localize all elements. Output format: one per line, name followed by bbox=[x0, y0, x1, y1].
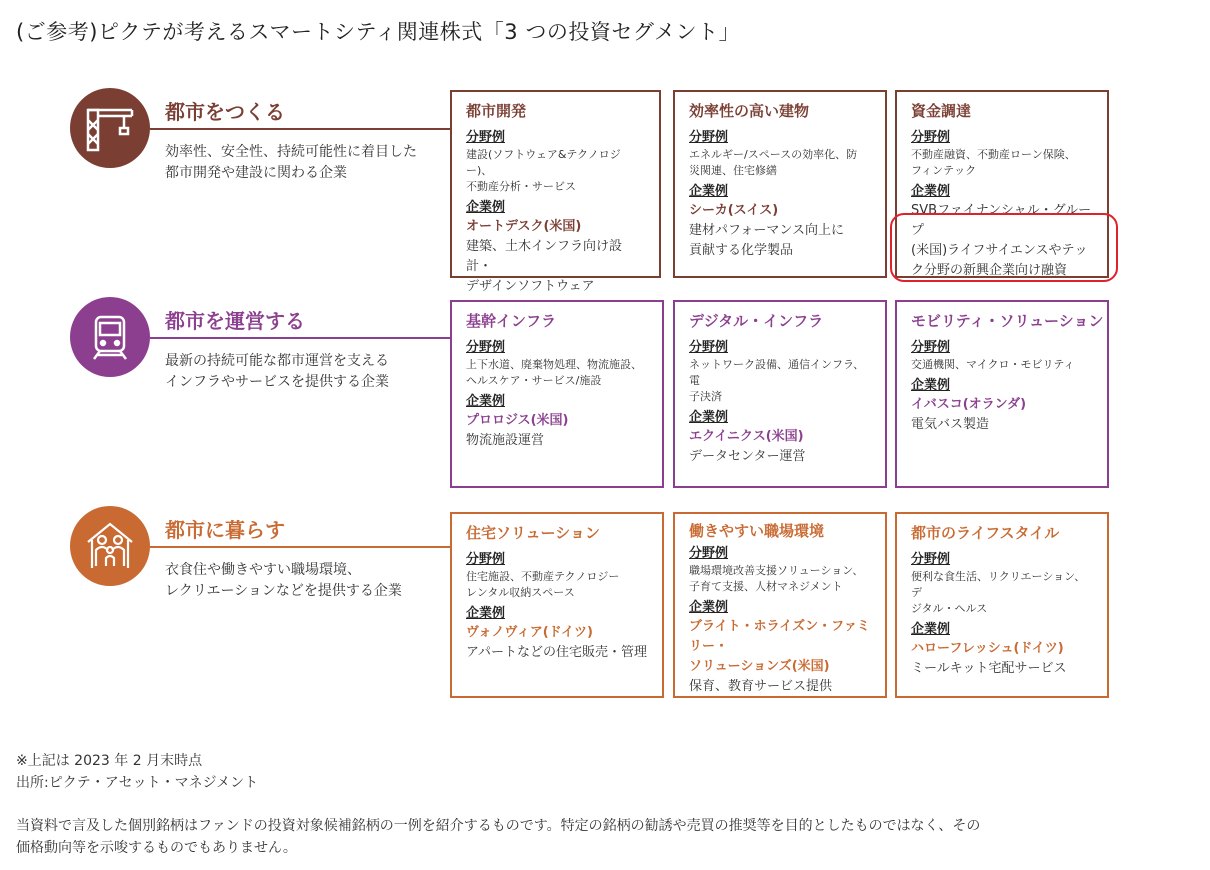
field-examples bbox=[466, 357, 650, 389]
segment-description bbox=[165, 560, 402, 602]
footnote-source: 出所:ピクテ・アセット・マネジメント bbox=[16, 775, 259, 791]
card-core-infrastructure bbox=[450, 300, 664, 488]
field-label: 分野例 bbox=[911, 552, 951, 567]
card-digital-infrastructure bbox=[673, 300, 887, 488]
field-examples bbox=[689, 357, 873, 405]
company-label: 企業例 bbox=[689, 184, 729, 199]
card-workplace-environment bbox=[673, 512, 887, 698]
company-name: プロロジス(米国) bbox=[466, 413, 569, 428]
field-line: 便利な食生活、リクリエーション、デ bbox=[911, 570, 1086, 599]
field-label: 分野例 bbox=[911, 340, 951, 355]
field-examples bbox=[689, 563, 873, 595]
card-title: 都市のライフスタイル bbox=[911, 524, 1060, 542]
field-examples bbox=[911, 357, 1095, 373]
company-name: ブライト・ホライズン・ファミリー・ bbox=[689, 619, 870, 654]
field-label: 分野例 bbox=[689, 130, 729, 145]
field-label: 分野例 bbox=[466, 130, 506, 145]
field-line: 不動産分析・サービス bbox=[466, 180, 576, 193]
disclaimer-line: 価格動向等を示唆するものでもありません。 bbox=[16, 840, 297, 856]
company-name: ヴォノヴィア(ドイツ) bbox=[466, 625, 593, 640]
field-line: 建設(ソフトウェア&テクノロジー)、 bbox=[466, 148, 621, 177]
field-line: ネットワーク設備、通信インフラ、電 bbox=[689, 358, 865, 387]
field-examples bbox=[911, 147, 1095, 179]
company-label: 企業例 bbox=[911, 184, 951, 199]
card-title: モビリティ・ソリューション bbox=[911, 312, 1104, 330]
company-desc: 建材パフォーマンス向上に bbox=[689, 223, 844, 238]
field-line: 災関連、住宅修繕 bbox=[689, 164, 777, 177]
field-label: 分野例 bbox=[689, 340, 729, 355]
field-line: 子育て支援、人材マネジメント bbox=[689, 580, 843, 593]
crane-icon bbox=[70, 88, 150, 168]
page-title: (ご参考)ピクテが考えるスマートシティ関連株式「3 つの投資セグメント」 bbox=[16, 20, 741, 44]
card-urban-lifestyle bbox=[895, 512, 1109, 698]
segment-build-city bbox=[70, 88, 450, 181]
company-label: 企業例 bbox=[466, 606, 506, 621]
connector-line bbox=[150, 546, 450, 548]
field-line: フィンテック bbox=[911, 164, 977, 177]
field-line: 住宅施設、不動産テクノロジー bbox=[466, 570, 620, 583]
segment-desc-line: 最新の持続可能な都市運営を支える bbox=[165, 353, 389, 369]
card-title: 都市開発 bbox=[466, 102, 527, 120]
disclaimer-line: 当資料で言及した個別銘柄はファンドの投資対象候補銘柄の一例を紹介するものです。特定の銘柄の勧誘や売買の推奨等を目的としたものではなく、その bbox=[16, 818, 981, 834]
field-line: 職場環境改善支援ソリューション、 bbox=[689, 564, 864, 577]
company-label: 企業例 bbox=[466, 394, 506, 409]
connector-line bbox=[150, 128, 450, 130]
connector-line bbox=[150, 337, 450, 339]
segment-desc-line: レクリエーションなどを提供する企業 bbox=[165, 583, 402, 599]
segment-desc-line: インフラやサービスを提供する企業 bbox=[165, 374, 389, 390]
segment-desc-line: 効率性、安全性、持続可能性に着目した bbox=[165, 144, 417, 160]
company-name: SVBファイナンシャル・グループ bbox=[911, 203, 1092, 238]
company-label: 企業例 bbox=[689, 600, 729, 615]
company-desc: ク分野の新興企業向け融資 bbox=[911, 263, 1068, 278]
company-label: 企業例 bbox=[911, 622, 951, 637]
field-line: ジタル・ヘルス bbox=[911, 602, 988, 615]
field-line: レンタル収納スペース bbox=[466, 586, 575, 599]
segment-desc-line: 衣食住や働きやすい職場環境、 bbox=[165, 562, 361, 578]
company-name: ハローフレッシュ(ドイツ) bbox=[911, 641, 1064, 656]
footer-notes bbox=[16, 750, 258, 794]
segment-description bbox=[165, 351, 389, 393]
card-housing-solutions bbox=[450, 512, 664, 698]
company-name: エクイニクス(米国) bbox=[689, 429, 804, 444]
company-desc: 貢献する化学製品 bbox=[689, 243, 794, 258]
field-examples bbox=[689, 147, 873, 179]
company-desc: デザインソフトウェア bbox=[466, 279, 595, 294]
segment-title: 都市を運営する bbox=[165, 309, 305, 333]
card-mobility-solutions bbox=[895, 300, 1109, 488]
company-desc: 電気バス製造 bbox=[911, 417, 990, 432]
field-examples bbox=[466, 147, 647, 195]
segment-description bbox=[165, 142, 417, 184]
field-line: 不動産融資、不動産ローン保険、 bbox=[911, 148, 1076, 161]
card-title: デジタル・インフラ bbox=[689, 312, 824, 330]
segment-desc-line: 都市開発や建設に関わる企業 bbox=[165, 165, 347, 181]
card-efficient-buildings bbox=[673, 90, 887, 278]
company-desc: 建築、土木インフラ向け設計・ bbox=[466, 239, 623, 274]
field-examples bbox=[911, 569, 1095, 617]
company-name: ソリューションズ(米国) bbox=[689, 659, 830, 674]
card-title: 住宅ソリューション bbox=[466, 524, 600, 542]
segment-title: 都市をつくる bbox=[165, 100, 285, 124]
footnote-date: ※上記は 2023 年 2 月末時点 bbox=[16, 753, 203, 769]
field-line: 子決済 bbox=[689, 390, 722, 403]
field-line: 交通機関、マイクロ・モビリティ bbox=[911, 358, 1075, 371]
field-label: 分野例 bbox=[689, 546, 729, 561]
card-urban-development bbox=[450, 90, 661, 294]
field-line: ヘルスケア・サービス/施設 bbox=[466, 374, 602, 387]
field-label: 分野例 bbox=[911, 130, 951, 145]
card-title: 資金調達 bbox=[911, 102, 972, 120]
company-label: 企業例 bbox=[689, 410, 729, 425]
company-desc: 物流施設運営 bbox=[466, 433, 545, 448]
field-examples bbox=[466, 569, 650, 601]
segment-operate-city bbox=[70, 297, 450, 390]
field-line: 上下水道、廃棄物処理、物流施設、 bbox=[466, 358, 642, 371]
card-title: 基幹インフラ bbox=[466, 312, 557, 330]
field-label: 分野例 bbox=[466, 552, 506, 567]
company-desc: データセンター運営 bbox=[689, 449, 806, 464]
segment-title: 都市に暮らす bbox=[165, 518, 285, 542]
disclaimer bbox=[16, 815, 980, 859]
company-label: 企業例 bbox=[911, 378, 951, 393]
field-label: 分野例 bbox=[466, 340, 506, 355]
company-name: シーカ(スイス) bbox=[689, 203, 779, 218]
company-desc: (米国)ライフサイエンスやテッ bbox=[911, 243, 1088, 258]
segment-live-city bbox=[70, 506, 450, 599]
company-label: 企業例 bbox=[466, 200, 506, 215]
company-name: オートデスク(米国) bbox=[466, 219, 582, 234]
company-desc: 保育、教育サービス提供 bbox=[689, 679, 833, 694]
highlight-outline bbox=[890, 213, 1118, 282]
company-desc: アパートなどの住宅販売・管理 bbox=[466, 645, 647, 660]
card-title: 働きやすい職場環境 bbox=[689, 522, 825, 540]
train-icon bbox=[70, 297, 150, 377]
company-desc: ミールキット宅配サービス bbox=[911, 661, 1067, 676]
card-title: 効率性の高い建物 bbox=[689, 102, 810, 120]
family-house-icon bbox=[70, 506, 150, 586]
company-name: イバスコ(オランダ) bbox=[911, 397, 1027, 412]
field-line: エネルギー/スペースの効率化、防 bbox=[689, 148, 858, 161]
